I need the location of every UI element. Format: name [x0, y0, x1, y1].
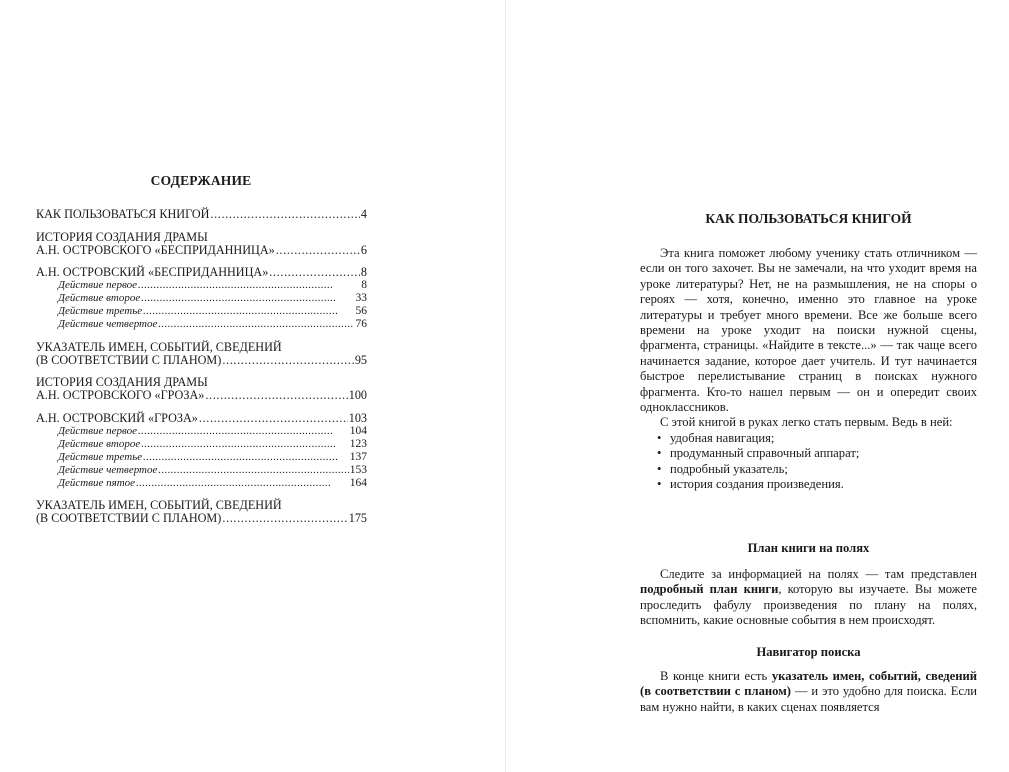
dot-leader [136, 477, 349, 490]
toc-subentry-title: Действие четвертое [58, 463, 158, 476]
toc-subentry[interactable] [36, 451, 367, 464]
toc-page-number: 175 [348, 511, 367, 525]
list-item: • история создания произведения. [657, 477, 977, 492]
toc-entry[interactable] [36, 354, 367, 367]
bold-text: подробный план книги [640, 582, 779, 597]
toc-entry-title: КАК ПОЛЬЗОВАТЬСЯ КНИГОЙ [36, 207, 210, 221]
toc-entry-title: ИСТОРИЯ СОЗДАНИЯ ДРАМЫ [36, 229, 208, 244]
toc-subentry[interactable] [36, 438, 367, 451]
text-run: — и это удобно для поиска. Если вам нужно найти, в каких сценах появляется [640, 684, 977, 714]
toc-page-number: 4 [360, 207, 367, 221]
table-of-contents [36, 208, 367, 535]
toc-subentry-title: Действие второе [58, 437, 141, 450]
text-run: В конце книги есть [660, 669, 772, 683]
subheading-navigator: Навигатор поиска [756, 645, 861, 659]
toc-entry[interactable] [36, 512, 367, 525]
text-run: , которую вы изучаете. Вы можете проследить фабулу произведения по плану на полях, вспомнить, какие основные события в нем происходят. [640, 582, 977, 628]
toc-subentry[interactable] [36, 305, 367, 318]
toc-entry[interactable] [36, 208, 367, 221]
dot-leader [143, 451, 349, 464]
toc-entry[interactable] [36, 389, 367, 402]
toc-subentry-title: Действие четвертое [58, 318, 158, 330]
toc-entry-title: А.Н. ОСТРОВСКОГО «ГРОЗА» [36, 388, 205, 402]
toc-entry[interactable] [36, 266, 367, 279]
toc-subentry-title: Действие третье [58, 450, 143, 463]
toc-subentry[interactable] [36, 279, 367, 292]
toc-title: СОДЕРЖАНИЕ [150, 173, 252, 188]
toc-entry-title: (В СООТВЕТСТВИИ С ПЛАНОМ) [36, 352, 222, 367]
toc-subentry[interactable] [36, 292, 367, 305]
toc-entry[interactable] [36, 412, 367, 425]
toc-group [36, 376, 367, 402]
toc-subentry[interactable] [36, 425, 367, 438]
toc-entry[interactable] [36, 231, 367, 244]
toc-entry-title: А.Н. ОСТРОВСКОГО «БЕСПРИДАННИЦА» [36, 242, 275, 257]
list-item: • продуманный справочный аппарат; [657, 446, 977, 461]
toc-entry[interactable] [36, 244, 367, 257]
toc-group [36, 208, 367, 221]
dot-leader [276, 244, 360, 257]
toc-entry-title: УКАЗАТЕЛЬ ИМЕН, СОБЫТИЙ, СВЕДЕНИЙ [36, 339, 282, 354]
plan-paragraph [640, 567, 977, 629]
toc-page-number: 104 [349, 424, 367, 437]
dot-leader [269, 266, 360, 279]
section-title: КАК ПОЛЬЗОВАТЬСЯ КНИГОЙ [705, 211, 912, 226]
list-item: • удобная навигация; [657, 431, 977, 446]
dot-leader [222, 512, 347, 525]
toc-page-number: 164 [349, 476, 367, 489]
toc-entry-title: УКАЗАТЕЛЬ ИМЕН, СОБЫТИЙ, СВЕДЕНИЙ [36, 498, 282, 512]
toc-group [36, 266, 367, 331]
subheading-plan: План книги на полях [747, 541, 870, 555]
toc-page-number: 56 [355, 305, 367, 317]
toc-page-number: 8 [360, 265, 367, 279]
navigator-paragraph [640, 669, 977, 715]
toc-group [36, 341, 367, 367]
toc-page-number: 137 [349, 450, 367, 463]
toc-page-number: 95 [354, 352, 367, 367]
toc-subentry[interactable] [36, 464, 367, 477]
toc-subentry[interactable] [36, 477, 367, 490]
dot-leader [199, 412, 348, 425]
toc-entry-title: А.Н. ОСТРОВСКИЙ «БЕСПРИДАННИЦА» [36, 265, 269, 279]
intro-block [640, 246, 977, 493]
toc-subentry-title: Действие третье [58, 305, 143, 317]
toc-page-number: 33 [355, 292, 367, 304]
toc-subentry-title: Действие первое [58, 279, 138, 291]
toc-entry-title: (В СООТВЕТСТВИИ С ПЛАНОМ) [36, 511, 222, 525]
dot-leader [158, 464, 348, 477]
dot-leader [222, 354, 353, 367]
toc-subentry-title: Действие пятое [58, 476, 136, 489]
list-item: • подробный указатель; [657, 462, 977, 477]
toc-page-number: 103 [348, 410, 367, 425]
navigator-section [640, 669, 977, 715]
toc-group [36, 231, 367, 257]
toc-group [36, 412, 367, 490]
toc-page-number: 6 [360, 242, 367, 257]
toc-page-number: 8 [361, 279, 367, 291]
dot-leader [205, 389, 347, 402]
intro-paragraph: Эта книга поможет любому ученику стать отличником — если он того захочет. Вы не замечали, на что уходит время на уроке литературы? Нет, не на размышления, не на споры о героях — хотя, конечно, именно это главное на уроке литературы и требует много времени. Все же больше всего времени на уроке уходит на поиски нужной сцены, фрагмента, страницы. «Найдите в тексте...» — так чаще всего начинается задание, которое дает учитель. И тут начинается быстрое перелистывание страниц в поисках нужного фрагмента. Кто-то нашел первым — он и опередит своих одноклассников. [640, 246, 977, 415]
dot-leader [138, 425, 349, 438]
dot-leader [210, 208, 359, 221]
toc-entry[interactable] [36, 341, 367, 354]
dot-leader [138, 279, 360, 292]
dot-leader [158, 318, 354, 331]
second-paragraph: С этой книгой в руках легко стать первым. Ведь в ней: [660, 415, 953, 430]
toc-page-number: 123 [349, 437, 367, 450]
bold-text: указатель имен, событий, сведений (в соответствии с планом) [640, 669, 977, 699]
dot-leader [141, 292, 354, 305]
text-run: Следите за информацией на полях — там представлен [660, 567, 977, 581]
toc-page-number: 76 [355, 318, 367, 330]
toc-entry-title: А.Н. ОСТРОВСКИЙ «ГРОЗА» [36, 410, 198, 425]
dot-leader [143, 305, 354, 318]
toc-group [36, 499, 367, 525]
plan-section [640, 567, 977, 629]
toc-subentry-title: Действие второе [58, 292, 141, 304]
feature-list [640, 431, 977, 493]
toc-page-number: 153 [349, 463, 367, 476]
toc-subentry-title: Действие первое [58, 424, 138, 437]
toc-subentry[interactable] [36, 318, 367, 331]
dot-leader [141, 438, 349, 451]
toc-page-number: 100 [348, 388, 367, 402]
toc-entry-title: ИСТОРИЯ СОЗДАНИЯ ДРАМЫ [36, 375, 208, 389]
